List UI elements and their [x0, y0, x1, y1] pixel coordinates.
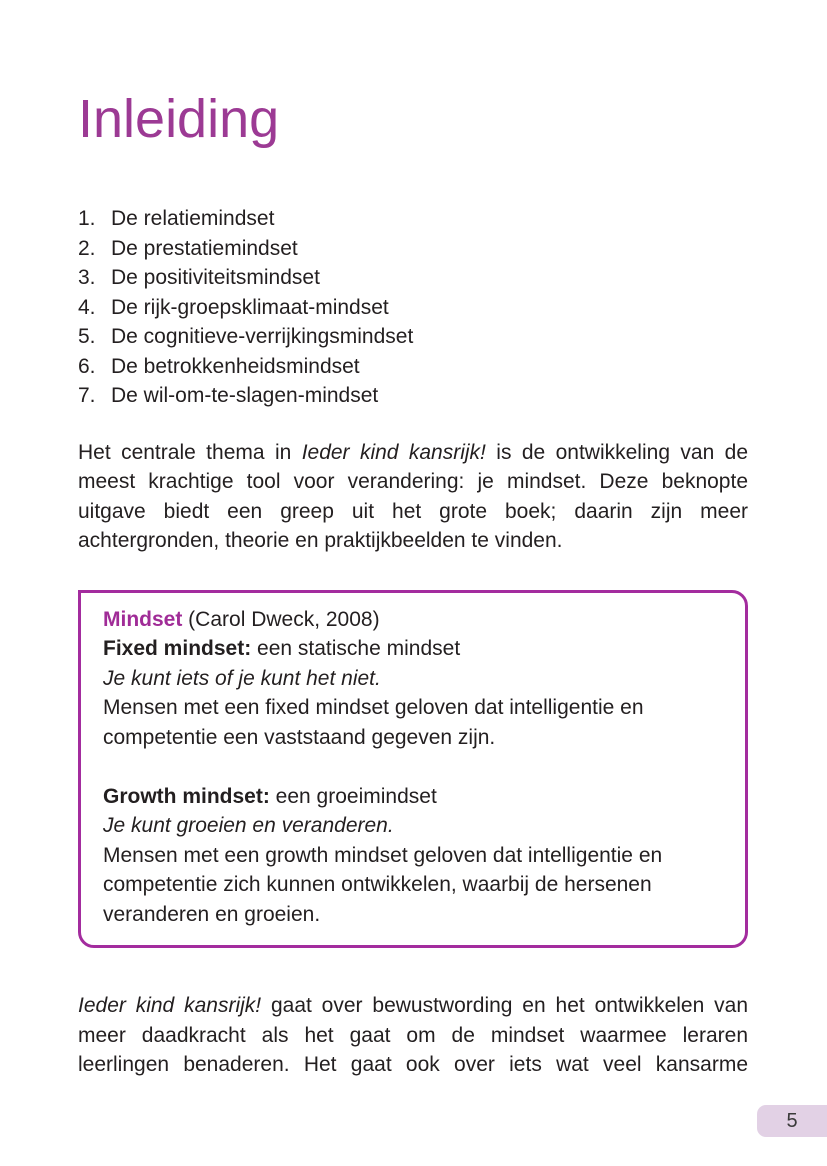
list-item-label: De relatiemindset — [111, 207, 275, 231]
fixed-mindset-quote: Je kunt iets of je kunt het niet. — [103, 666, 381, 690]
intro-text: is de ontwikkeling van de meest krachtige tool voor verandering: je mindset. Deze beknopte uitgave biedt een greep uit het grote boek; daarin zijn meer achtergronden, theorie en praktijkbeelden te vinden. — [78, 440, 749, 553]
page-title: Inleiding — [78, 89, 280, 149]
mindset-list — [78, 204, 748, 411]
page-number-badge — [757, 1105, 827, 1137]
list-item — [78, 234, 748, 264]
list-item-label: De wil-om-te-slagen-mindset — [111, 384, 379, 408]
box-heading-source: (Carol Dweck, 2008) — [182, 607, 380, 631]
list-item-label: De rijk-groepsklimaat-mindset — [111, 295, 389, 319]
page-number: 5 — [786, 1109, 798, 1132]
list-item-number: 3. — [78, 266, 96, 290]
list-item — [78, 322, 748, 352]
growth-mindset-gloss: een groeimindset — [269, 784, 437, 808]
list-item — [78, 381, 748, 411]
box-heading — [103, 605, 727, 635]
list-item-label: De cognitieve-verrijkingsmindset — [111, 325, 414, 349]
list-item-number: 6. — [78, 354, 96, 378]
list-item-number: 1. — [78, 207, 96, 231]
book-title-italic: Ieder kind kansrijk! — [78, 994, 262, 1018]
mindset-definition-box — [78, 590, 748, 949]
list-item-number: 5. — [78, 325, 96, 349]
book-title-italic: Ieder kind kansrijk! — [301, 440, 486, 464]
list-item-label: De betrokkenheidsmindset — [111, 354, 360, 378]
list-item-number: 7. — [78, 384, 96, 408]
list-item-number: 2. — [78, 236, 96, 260]
fixed-mindset-gloss: een statische mindset — [251, 637, 461, 661]
fixed-mindset-definition — [103, 634, 727, 664]
list-item-label: De prestatiemindset — [111, 236, 298, 260]
outro-paragraph — [78, 991, 748, 1080]
growth-mindset-definition — [103, 782, 727, 812]
list-item — [78, 204, 748, 234]
list-item — [78, 293, 748, 323]
box-heading-term: Mindset — [103, 607, 183, 631]
list-item — [78, 263, 748, 293]
outro-text: gaat over bewustwording en het ontwikkelen van meer daadkracht als het gaat om de mindset waarmee leraren leerlingen benaderen. Het gaat ook over iets wat veel kansarme — [78, 994, 748, 1077]
growth-mindset-term: Growth mindset: — [103, 784, 270, 808]
growth-mindset-block — [103, 782, 727, 930]
growth-mindset-quote: Je kunt groeien en veranderen. — [103, 814, 394, 838]
intro-paragraph — [78, 438, 748, 556]
growth-mindset-body: Mensen met een growth mindset geloven dat intelligentie en competentie zich kunnen ontwikkelen, waarbij de hersenen veranderen en groeien. — [103, 843, 663, 926]
list-item-label: De positiviteitsmindset — [111, 266, 320, 290]
intro-text: Het centrale thema in — [78, 440, 302, 464]
fixed-mindset-block — [103, 605, 727, 753]
fixed-mindset-body: Mensen met een fixed mindset geloven dat intelligentie en competentie een vaststaand gegeven zijn. — [103, 696, 644, 749]
list-item-number: 4. — [78, 295, 96, 319]
list-item — [78, 352, 748, 382]
fixed-mindset-term: Fixed mindset: — [103, 637, 252, 661]
